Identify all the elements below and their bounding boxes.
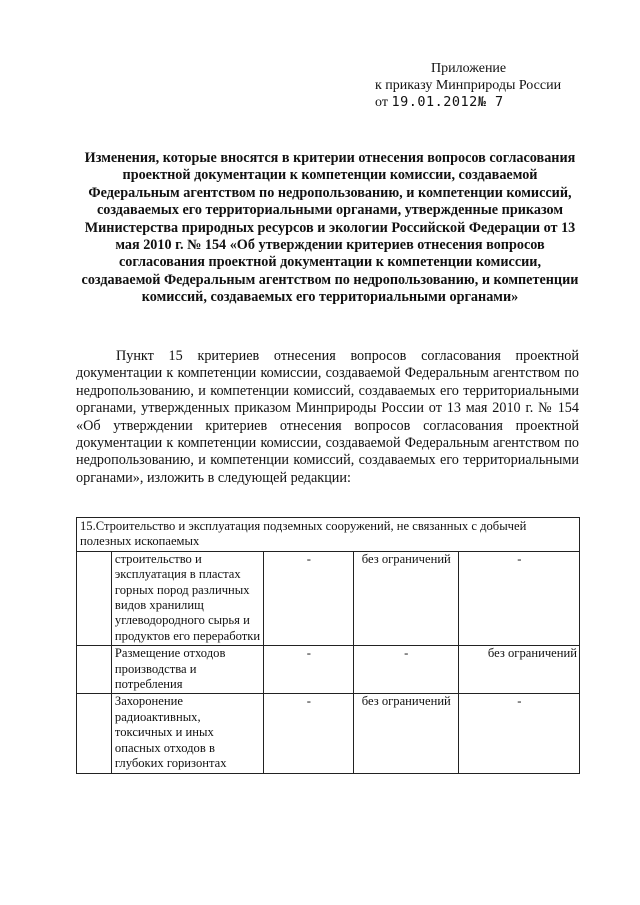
table-row-name: Захоронение радиоактивных, токсичных и иных опасных отходов в глубоких горизонтах [111,694,263,773]
document-heading: Изменения, которые вносятся в критерии отнесения вопросов согласования проектной документации к компетенции комиссии, создаваемой Федеральным агентством по недропользованию, и компетенции комиссий, создаваемых его территориальными органами, утвержденные приказом Министерства природных ресурсов и экологии Российской Федерации от 13 мая 2010 г. № 154 «Об утверждении критериев отнесения вопросов согласования проектной документации к компетенции комиссии, создаваемой Федеральным агентством по недропользованию, и компетенции комиссий, создаваемых его территориальными органами» [81,150,579,306]
table-header-cell: 15.Строительство и эксплуатация подземных сооружений, не связанных с добычей полезных ископаемых [77,518,580,552]
table-cell: - [263,646,353,694]
table-row-name: Размещение отходов производства и потребления [111,646,263,694]
table-cell: - [353,646,458,694]
appendix-block [375,60,575,111]
appendix-title: Приложение [431,61,507,76]
table-row [77,694,580,773]
table-cell: - [263,551,353,645]
appendix-order-ref: к приказу Минприроды России [375,78,562,93]
table-blank-cell [77,694,112,773]
table-row [77,646,580,694]
table-blank-cell [77,551,112,645]
table-cell: - [458,551,579,645]
table-row-name: строительство и эксплуатация в пластах горных пород различных видов хранилищ углеводородного сырья и продуктов его переработки [111,551,263,645]
criteria-table [76,517,580,774]
table-cell: - [263,694,353,773]
body-paragraph: Пункт 15 критериев отнесения вопросов согласования проектной документации к компетенции комиссии, создаваемой Федеральным агентством по недропользованию, и компетенции комиссий, создаваемых его территориальными органами, утвержденных приказом Минприроды России от 13 мая 2010 г. № 154 «Об утверждении критериев отнесения вопросов согласования проектной документации к компетенции комиссии, создаваемой Федеральным агентством по недропользованию, и компетенции комиссий, создаваемых его территориальными органами», изложить в следующей редакции: [76,348,579,486]
table-blank-cell [77,646,112,694]
table-cell: - [458,694,579,773]
table-cell: без ограничений [353,551,458,645]
table-cell: без ограничений [458,646,579,694]
table-row [77,551,580,645]
appendix-date-prefix: от [375,95,388,110]
appendix-date-row [375,94,575,111]
table-cell: без ограничений [353,694,458,773]
table-header-row [77,518,580,552]
appendix-date-stamp: 19.01.2012№ 7 [391,94,504,110]
